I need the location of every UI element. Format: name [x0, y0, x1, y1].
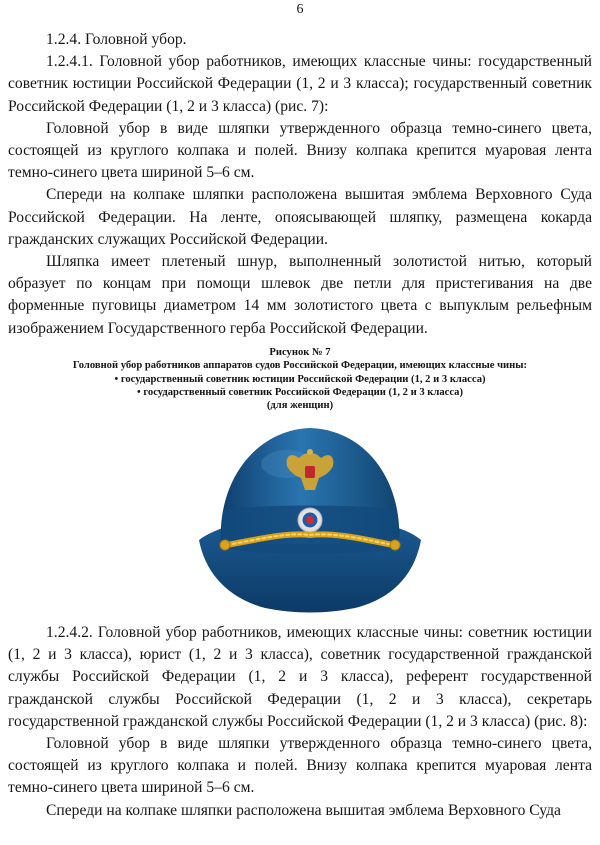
paragraph-1-2-4-1: 1.2.4.1. Головной убор работников, имеющих классные чины: государственный советник юстиции Российской Федерации (1, 2 и 3 класса); государственный советник Российской Федерации (1, 2 и 3 класса) (рис. 7):	[8, 53, 592, 115]
left-button	[220, 540, 230, 550]
figure-7-caption	[0, 346, 600, 412]
paragraph-cord: Шляпка имеет плетеный шнур, выполненный золотистой нитью, который образует по концам при помощи шлевок две петли для пристегивания на две форменные пуговицы диаметром 14 мм золотистого цвета с выпуклым рельефным изображением Государственного герба Российской Федерации.	[8, 253, 592, 337]
right-button	[390, 540, 400, 550]
figure-title: Головной убор работников аппаратов судов Российской Федерации, имеющих классные чины:	[72, 360, 528, 372]
hat-illustration	[195, 422, 425, 614]
paragraph-emblem-2: Спереди на колпаке шляпки расположена вышитая эмблема Верховного Суда	[46, 801, 561, 819]
figure-item-2: • государственный советник Российской Федерации (1, 2 и 3 класса)	[137, 386, 463, 398]
section-1-2-4-2-text	[8, 622, 592, 822]
page-number: 6	[296, 2, 304, 17]
paragraph-1-2-4-2: 1.2.4.2. Головной убор работников, имеющих классные чины: советник юстиции (1, 2 и 3 класса), юрист (1, 2 и 3 класса), советник государственной гражданской службы Российской Федерации (1, 2 и 3 класса), референт государственной гражданской службы Российской Федерации (1, 2 и 3 класса), секретарь государственной гражданской службы Российской Федерации (1, 2 и 3 класса) (рис. 8):	[8, 624, 592, 730]
paragraph-hat-description: Головной убор в виде шляпки утвержденного образца темно-синего цвета, состоящей из круглого колпака и полей. Внизу колпака крепится муаровая лента темно-синего цвета шириной 5–6 см.	[8, 119, 592, 182]
section-1-2-4-text	[8, 29, 592, 340]
paragraph-emblem: Спереди на колпаке шляпки расположена вышитая эмблема Верховного Суда Российской Федерации. На ленте, опоясывающей шляпку, размещена кокарда гражданских служащих Российской Федерации.	[8, 186, 592, 248]
figure-note: (для женщин)	[266, 400, 334, 412]
cockade-icon	[298, 508, 322, 532]
section-heading: 1.2.4. Головной убор.	[46, 31, 187, 48]
figure-label: Рисунок № 7	[269, 347, 331, 358]
paragraph-hat-description-2: Головной убор в виде шляпки утвержденного образца темно-синего цвета, состоящей из круглого колпака и полей. Внизу колпака крепится муаровая лента темно-синего цвета шириной 5–6 см.	[8, 735, 592, 797]
figure-item-1: • государственный советник юстиции Российской Федерации (1, 2 и 3 класса)	[114, 373, 486, 385]
